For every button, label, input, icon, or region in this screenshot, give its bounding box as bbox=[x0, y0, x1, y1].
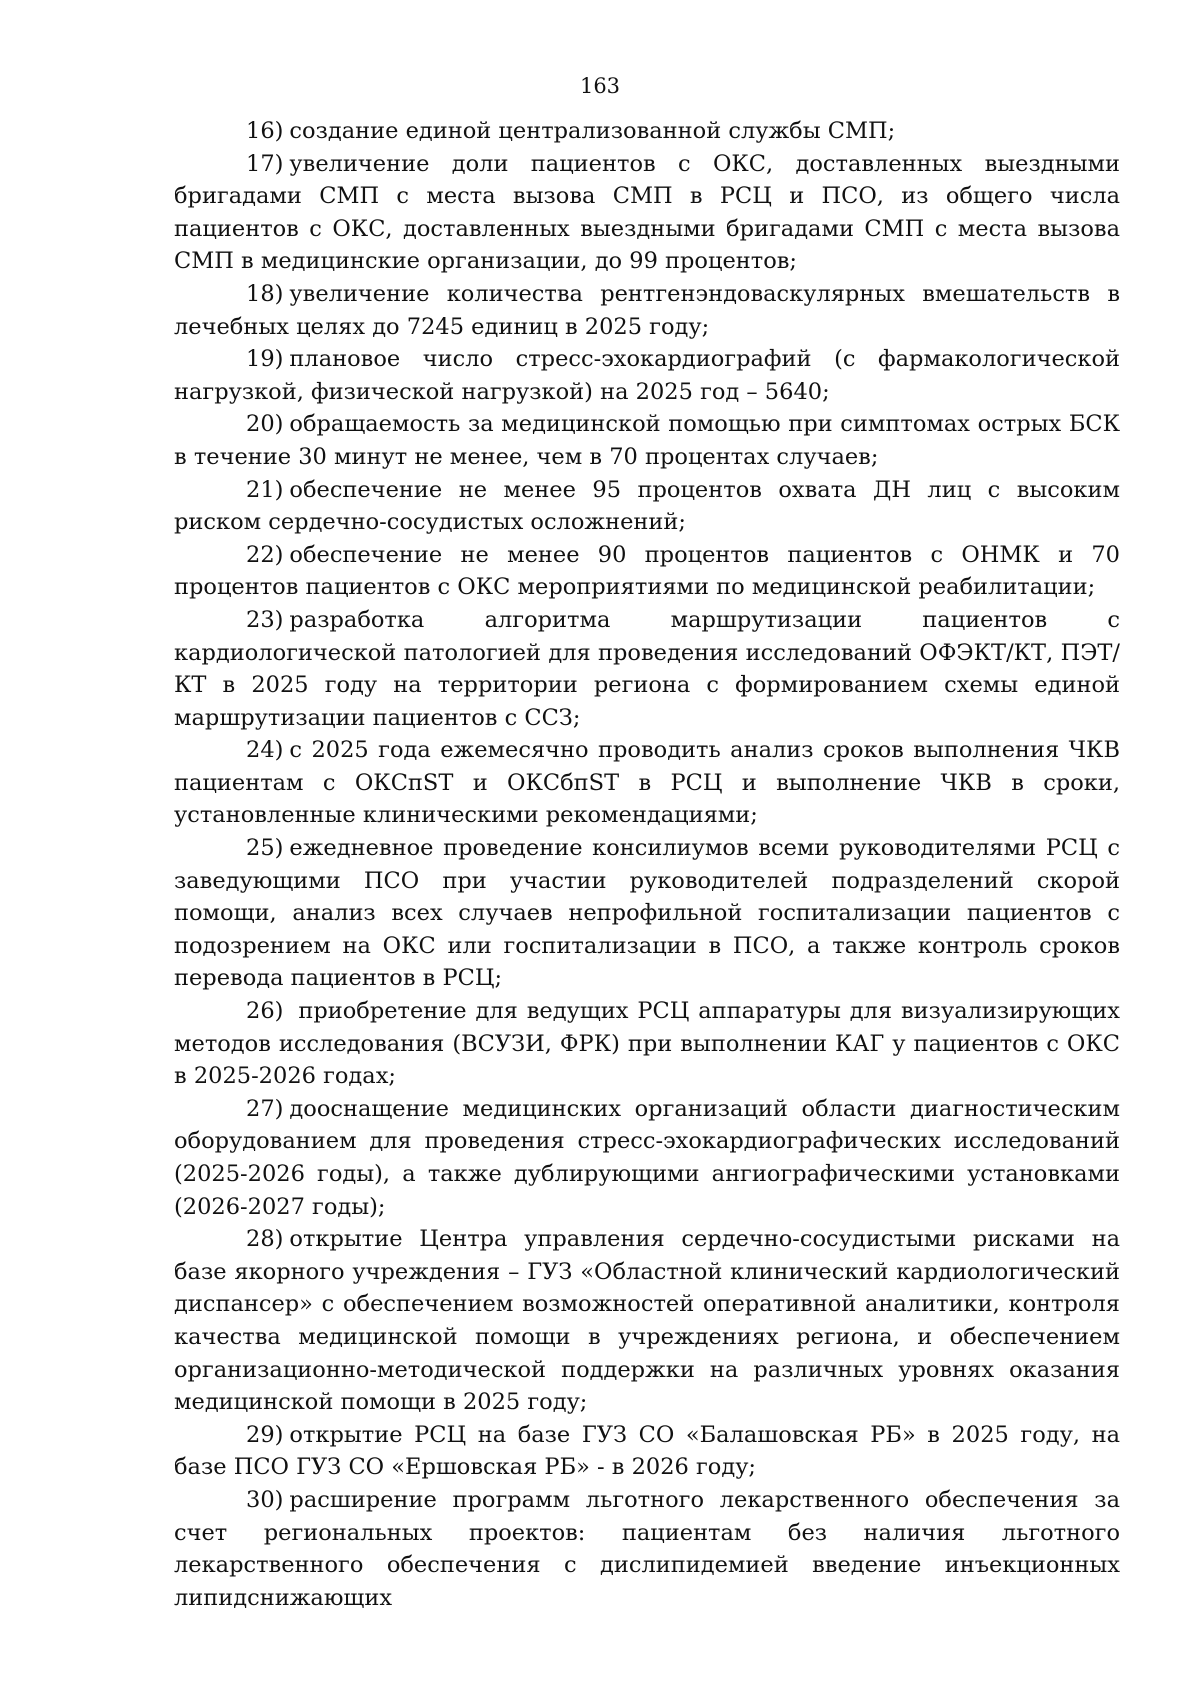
paragraph-19 bbox=[174, 343, 1120, 408]
paragraph-20 bbox=[174, 408, 1120, 473]
paragraph-24 bbox=[174, 734, 1120, 832]
paragraph-26 bbox=[174, 995, 1120, 1093]
item-text: приобретение для ведущих РСЦ аппаратуры для визуализирующих методов исследования (ВСУЗИ, ФРК) при выполнении КАГ у пациентов с ОКС в 2025-2026 годах; bbox=[174, 998, 1120, 1090]
item-text: ежедневное проведение консилиумов всеми руководителями РСЦ с заведующими ПСО при участии руководителей подразделений скорой помощи, анализ всех случаев непрофильной госпитализации пациентов с подозрением на ОКС или госпитализации в ПСО, а также контроль сроков перевода пациентов в РСЦ; bbox=[174, 835, 1120, 992]
item-text: создание единой централизованной службы СМП; bbox=[289, 118, 896, 144]
paragraph-16 bbox=[174, 115, 1120, 148]
paragraph-17 bbox=[174, 148, 1120, 278]
item-number: 23) bbox=[246, 606, 284, 633]
item-text: разработка алгоритма маршрутизации пациентов с кардиологической патологией для проведения исследований ОФЭКТ/КТ, ПЭТ/КТ в 2025 году на территории региона с формированием схемы единой маршрутизации пациентов с ССЗ; bbox=[174, 606, 1120, 731]
item-number: 27) bbox=[246, 1095, 284, 1122]
item-number: 28) bbox=[246, 1226, 284, 1253]
paragraph-18 bbox=[174, 278, 1120, 343]
item-number: 30) bbox=[246, 1486, 284, 1513]
item-number: 26) bbox=[246, 998, 284, 1025]
page-number: 163 bbox=[579, 74, 621, 98]
item-text: обеспечение не менее 95 процентов охвата ДН лиц с высоким риском сердечно-сосудистых осложнений; bbox=[174, 476, 1120, 536]
item-number: 21) bbox=[246, 476, 284, 503]
paragraph-27 bbox=[174, 1093, 1120, 1223]
item-number: 17) bbox=[246, 150, 284, 177]
paragraph-21 bbox=[174, 474, 1120, 539]
item-text: открытие РСЦ на базе ГУЗ СО «Балашовская РБ» в 2025 году, на базе ПСО ГУЗ СО «Ершовская РБ» - в 2026 году; bbox=[174, 1421, 1120, 1481]
item-number: 24) bbox=[246, 737, 284, 764]
paragraph-22 bbox=[174, 539, 1120, 604]
paragraph-29 bbox=[174, 1419, 1120, 1484]
item-text: плановое число стресс-эхокардиографий (с фармакологической нагрузкой, физической нагрузкой) на 2025 год – 5640; bbox=[174, 346, 1120, 405]
item-number: 19) bbox=[246, 346, 284, 373]
paragraph-30 bbox=[174, 1484, 1120, 1614]
item-text: открытие Центра управления сердечно-сосудистыми рисками на базе якорного учреждения – ГУЗ «Областной клинический кардиологический диспансер» с обеспечением возможностей оперативной аналитики, контроля качества медицинской помощи в учреждениях региона, и обеспечением организационно-методической поддержки на различных уровнях оказания медицинской помощи в 2025 году; bbox=[174, 1226, 1120, 1416]
item-number: 22) bbox=[246, 541, 284, 568]
paragraph-28 bbox=[174, 1223, 1120, 1419]
item-text: дооснащение медицинских организаций области диагностическим оборудованием для проведения стресс-эхокардиографических исследований (2025-2026 годы), а также дублирующими ангиографическими установками (2026-2027 годы); bbox=[174, 1095, 1120, 1220]
item-text: обеспечение не менее 90 процентов пациентов с ОНМК и 70 процентов пациентов с ОКС мероприятиями по медицинской реабилитации; bbox=[174, 541, 1120, 601]
item-text: увеличение количества рентгенэндоваскулярных вмешательств в лечебных целях до 7245 единиц в 2025 году; bbox=[174, 280, 1120, 340]
item-text: увеличение доли пациентов с ОКС, доставленных выездными бригадами СМП с места вызова СМП в РСЦ и ПСО, из общего числа пациентов с ОКС, доставленных выездными бригадами СМП с места вызова СМП в медицинские организации, до 99 процентов; bbox=[174, 150, 1120, 275]
item-number: 29) bbox=[246, 1421, 284, 1448]
item-number: 18) bbox=[246, 280, 284, 307]
paragraph-25 bbox=[174, 832, 1120, 995]
item-number: 25) bbox=[246, 835, 284, 862]
item-text: с 2025 года ежемесячно проводить анализ сроков выполнения ЧКВ пациентам с ОКСпST и ОКСбпST в РСЦ и выполнение ЧКВ в сроки, установленные клиническими рекомендациями; bbox=[174, 737, 1120, 829]
document-body bbox=[174, 115, 1120, 1614]
paragraph-23 bbox=[174, 604, 1120, 734]
item-number: 20) bbox=[246, 411, 284, 438]
item-text: обращаемость за медицинской помощью при симптомах острых БСК в течение 30 минут не менее, чем в 70 процентах случаев; bbox=[174, 411, 1120, 470]
item-number: 16) bbox=[246, 118, 284, 144]
item-text: расширение программ льготного лекарственного обеспечения за счет региональных проектов: пациентам без наличия льготного лекарственного обеспечения с дислипидемией введение инъекционных липидснижающих bbox=[174, 1486, 1120, 1611]
